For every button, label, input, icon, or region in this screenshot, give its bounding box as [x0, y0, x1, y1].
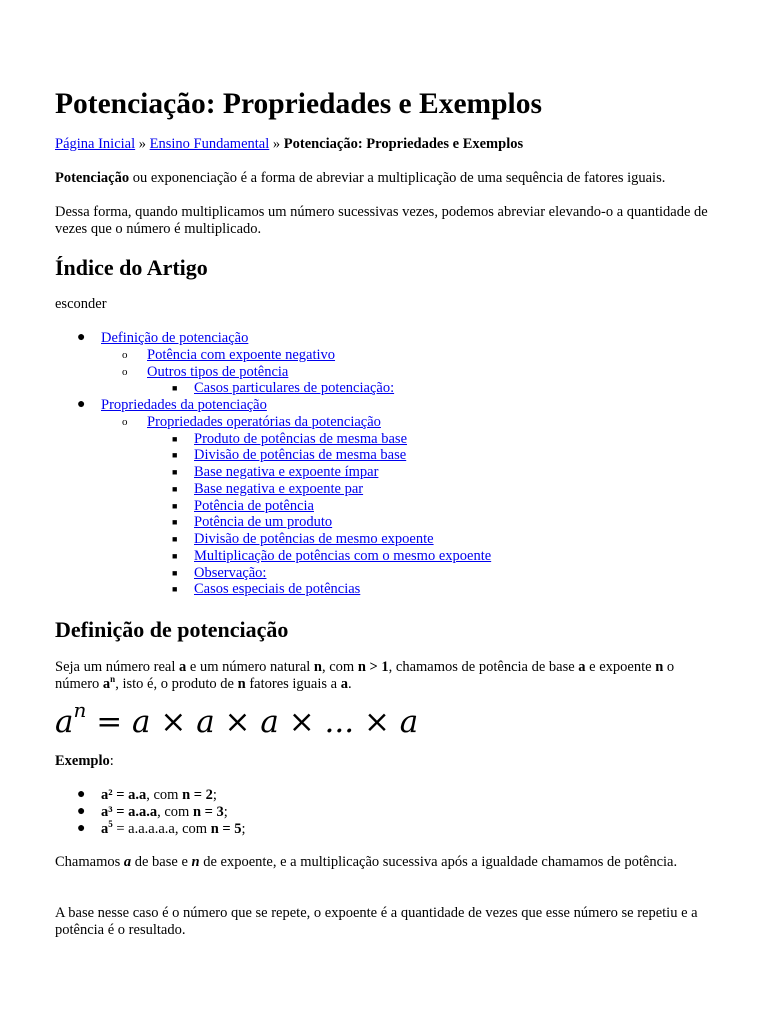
breadcrumb-separator: » [269, 136, 284, 152]
toc-item [55, 548, 491, 565]
text: , com [174, 820, 211, 837]
bullet-square-icon: ■ [172, 500, 178, 511]
bold-term: a [123, 854, 132, 870]
bullet-disc-icon: ● [77, 803, 86, 819]
bold-term: n > 1 [357, 659, 389, 675]
toc-item [55, 397, 491, 414]
bullet-square-icon: ■ [172, 383, 178, 394]
toc-item [55, 414, 491, 431]
toc-item [55, 464, 491, 481]
example-item [55, 804, 246, 821]
example-item [55, 787, 246, 804]
intro-paragraph-1 [55, 170, 715, 187]
formula-base: a [55, 704, 74, 740]
text: ; [223, 803, 228, 820]
text: , com [321, 659, 358, 675]
power-exponent: n [110, 674, 116, 685]
bold-term: a [179, 659, 187, 675]
text: , isto é, o produto de [115, 676, 238, 692]
toc-item [55, 447, 491, 464]
power-base: a [102, 676, 111, 692]
toc-link[interactable]: Produto de potências de mesma base [194, 430, 408, 447]
power-base: a [101, 820, 109, 837]
explanation-paragraph: A base nesse caso é o número que se repete, o expoente é a quantidade de vezes que esse número se repetiu e a potência é o resultado. [55, 905, 698, 938]
formula-expansion: = a × a × a × ... × a [86, 704, 419, 740]
definition-heading: Definição de potenciação [55, 617, 289, 642]
text: Chamamos [55, 854, 124, 870]
bold-term [103, 676, 115, 692]
toc-item [55, 380, 491, 397]
intro-paragraph-2: Dessa forma, quando multiplicamos um número sucessivas vezes, podemos abreviar elevando-o a quantidade de vezes que o número é multiplicado. [55, 204, 708, 237]
bold-term: n [313, 659, 322, 675]
example-expression: a² = a.a [101, 787, 147, 803]
bold-term: a [578, 659, 586, 675]
bold-term: n [237, 676, 246, 692]
text: o número [55, 659, 675, 692]
text: = a.a.a.a.a [112, 820, 175, 837]
bullet-disc-icon: ● [77, 330, 86, 345]
toc-link[interactable]: Base negativa e expoente par [194, 480, 364, 497]
toc-item [55, 565, 491, 582]
bullet-disc-icon: ● [77, 397, 86, 412]
toc-link[interactable]: Divisão de potências de mesmo expoente [194, 531, 434, 547]
example-item [55, 818, 246, 838]
bold-term: a [340, 676, 348, 692]
toc-item [55, 481, 491, 498]
example-condition: n = 2 [182, 787, 213, 803]
breadcrumb-section-link[interactable]: Ensino Fundamental [149, 136, 270, 152]
text: , com [157, 803, 193, 820]
toc-link[interactable]: Potência de potência [194, 497, 314, 514]
toc-link[interactable]: Casos particulares de potenciação: [194, 380, 395, 397]
toc-link[interactable]: Potência de um produto [194, 514, 333, 531]
text: e expoente [585, 659, 656, 675]
toc-link[interactable]: Potência com expoente negativo [147, 346, 336, 363]
text: , com [146, 787, 183, 803]
toc-item [55, 330, 491, 347]
base-exponent-paragraph [55, 854, 715, 871]
toc-toggle[interactable]: esconder [55, 296, 107, 312]
text: : [109, 753, 114, 769]
toc-item [55, 531, 491, 548]
example-label-text: Exemplo [55, 753, 110, 769]
toc-link[interactable]: Base negativa e expoente ímpar [194, 464, 379, 480]
bullet-square-icon: ■ [172, 467, 178, 477]
bullet-square-icon: ■ [172, 567, 178, 578]
toc-item [55, 347, 491, 364]
bold-term: n [191, 854, 200, 870]
definition-paragraph [55, 659, 715, 693]
breadcrumb-home-link[interactable]: Página Inicial [55, 136, 136, 152]
bullet-disc-icon: ● [77, 820, 86, 836]
toc-link[interactable]: Definição de potenciação [101, 330, 249, 346]
toc-link[interactable]: Observação: [194, 564, 267, 581]
toc-item [55, 498, 491, 515]
example-expression [101, 818, 113, 837]
toc-item [55, 514, 491, 531]
bullet-circle-icon: o [122, 415, 128, 428]
text: . [347, 676, 352, 692]
toc-link[interactable]: Casos especiais de potências [194, 581, 361, 598]
example-condition: n = 3 [192, 803, 224, 820]
power-exponent: 5 [108, 818, 113, 829]
intro-text: ou exponenciação é a forma de abreviar a multiplicação de uma sequência de fatores iguais. [129, 170, 666, 186]
toc-link[interactable]: Propriedades da potenciação [101, 397, 267, 413]
toc-link[interactable]: Multiplicação de potências com o mesmo expoente [194, 547, 492, 564]
bullet-circle-icon: o [122, 365, 128, 378]
formula-exponent: n [73, 697, 87, 722]
breadcrumb [55, 135, 523, 153]
toc-list [55, 330, 491, 598]
toc-link[interactable]: Propriedades operatórias da potenciação [147, 413, 381, 430]
page-title: Potenciação: Propriedades e Exemplos [55, 88, 542, 120]
text: de expoente, e a multiplicação sucessiva após a igualdade chamamos de potência. [199, 854, 678, 870]
power-formula [55, 697, 419, 744]
example-label [55, 753, 715, 770]
toc-heading: Índice do Artigo [55, 255, 208, 280]
toc-item [55, 364, 491, 381]
text: ; [241, 820, 246, 837]
toc-item [55, 431, 491, 448]
text: ; [212, 787, 217, 803]
bullet-square-icon: ■ [172, 483, 178, 494]
text: , chamamos de potência de base [388, 659, 579, 675]
bold-term: n [655, 659, 664, 675]
bullet-square-icon: ■ [172, 534, 178, 544]
example-expression: a³ = a.a.a [101, 803, 158, 820]
text: Seja um número real [55, 659, 180, 675]
example-condition: n = 5 [210, 820, 242, 837]
toc-link[interactable]: Outros tipos de potência [147, 363, 289, 380]
bullet-square-icon: ■ [172, 450, 178, 461]
text: fatores iguais a [245, 676, 341, 692]
toc-link[interactable]: Divisão de potências de mesma base [194, 447, 407, 464]
text: de base e [131, 854, 192, 870]
breadcrumb-separator: » [135, 136, 150, 152]
intro-bold-term: Potenciação [55, 170, 130, 186]
bullet-square-icon: ■ [172, 433, 178, 444]
breadcrumb-current: Potenciação: Propriedades e Exemplos [283, 136, 524, 152]
bullet-disc-icon: ● [77, 787, 86, 802]
bullet-square-icon: ■ [172, 550, 178, 561]
bullet-square-icon: ■ [172, 584, 178, 595]
toc-item [55, 581, 491, 598]
example-list [55, 787, 246, 837]
text: e um número natural [186, 659, 314, 675]
bullet-square-icon: ■ [172, 517, 178, 528]
bullet-circle-icon: o [122, 348, 128, 361]
